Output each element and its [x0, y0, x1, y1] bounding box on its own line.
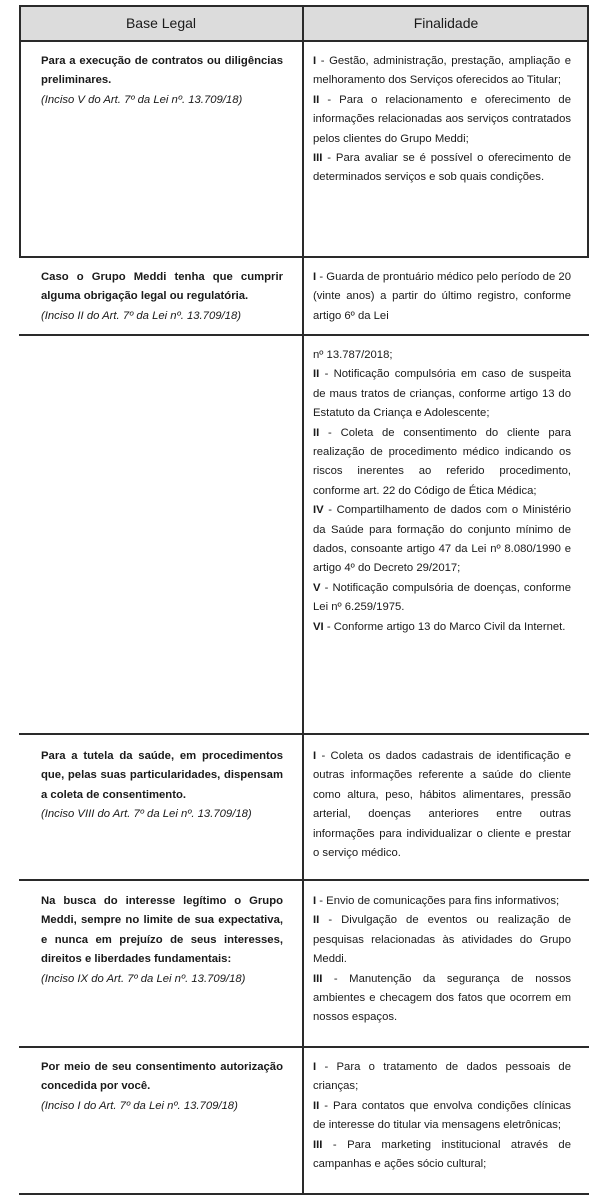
finalidade-item: VI - Conforme artigo 13 do Marco Civil da Internet. [313, 620, 566, 633]
row-5-base [41, 1058, 283, 1116]
row-2-finalidade [313, 268, 571, 326]
finalidade-item: II - Para o relacionamento e oferecimento de informações relacionadas aos serviços contratados pelos clientes do Grupo Meddi; [313, 93, 571, 145]
base-legal-text: Por meio de seu consentimento autorização concedida por você. [41, 1061, 283, 1093]
row-divider [19, 256, 589, 258]
table-bottom-border [19, 1193, 589, 1195]
law-citation: (Inciso II do Art. 7º da Lei nº. 13.709/18) [41, 309, 241, 322]
finalidade-item: III - Para avaliar se é possível o oferecimento de determinados serviços e sob quais condições. [313, 152, 571, 184]
finalidade-item: I - Guarda de prontuário médico pelo período de 20 (vinte anos) a partir do último registro, conforme artigo 6º da Lei [313, 271, 571, 322]
header-bottom-border [19, 40, 589, 42]
page-break-rule [19, 334, 589, 336]
row-4-finalidade [313, 892, 571, 1028]
row-3-base [41, 747, 283, 825]
finalidade-item: II - Para contatos que envolva condições clínicas de interesse do titular via mensagens eletrônicas; [313, 1099, 571, 1132]
finalidade-item: III - Para marketing institucional através de campanhas e ações sócio cultural; [313, 1138, 571, 1171]
row-5-finalidade [313, 1058, 571, 1174]
base-legal-text: Caso o Grupo Meddi tenha que cumprir alguma obrigação legal ou regulatória. [41, 271, 283, 303]
row-1-base [41, 52, 283, 110]
finalidade-item: I - Para o tratamento de dados pessoais de crianças; [313, 1061, 571, 1093]
finalidade-item: II - Coleta de consentimento do cliente para realização de procedimento médico indicando os riscos inerentes ao referido procedimento, conforme art. 22 do Código de Ética Médica; [313, 426, 571, 497]
header-finalidade: Finalidade [413, 15, 479, 31]
finalidade-item: I - Gestão, administração, prestação, ampliação e melhoramento dos Serviços oferecidos ao Titular; [313, 55, 571, 87]
row-2-finalidade-continued [313, 346, 571, 637]
row-divider [19, 733, 589, 735]
row-divider [19, 1046, 589, 1048]
base-legal-text: Na busca do interesse legítimo o Grupo Meddi, sempre no limite de sua expectativa, e nunca em prejuízo de seus interesses, direitos e liberdades fundamentais: [41, 895, 283, 966]
left-border [19, 5, 21, 257]
finalidade-item: II - Divulgação de eventos ou realização de pesquisas relacionadas às atividades do Grupo Meddi. [313, 914, 571, 966]
law-citation: (Inciso VIII do Art. 7º da Lei nº. 13.709/18) [41, 808, 252, 821]
finalidade-item: I - Envio de comunicações para fins informativos; [313, 895, 560, 907]
table-top-border [19, 5, 589, 7]
row-1-finalidade [313, 52, 571, 188]
row-4-base [41, 892, 283, 989]
header-base-legal: Base Legal [125, 15, 197, 31]
finalidade-item: III - Manutenção da segurança de nossos ambientes e checagem dos fatos que ocorrem em nossos espaços. [313, 972, 571, 1024]
row-divider [19, 879, 589, 881]
law-citation: (Inciso IX do Art. 7º da Lei nº. 13.709/18) [41, 972, 246, 985]
finalidade-item: IV - Compartilhamento de dados com o Ministério da Saúde para formação do conjunto mínimo de dados, consoante artigo 47 da Lei nº 8.080/1990 e artigo 4º do Decreto 29/2017; [313, 504, 571, 575]
column-divider [302, 5, 304, 1195]
law-citation: (Inciso I do Art. 7º da Lei nº. 13.709/18) [41, 1099, 238, 1112]
row-2-base [41, 268, 283, 326]
finalidade-item: V - Notificação compulsória de doenças, conforme Lei nº 6.259/1975. [313, 581, 571, 614]
row-3-finalidade [313, 747, 571, 863]
base-legal-text: Para a tutela da saúde, em procedimentos que, pelas suas particularidades, dispensam a coleta de consentimento. [41, 750, 283, 801]
law-citation: (Inciso V do Art. 7º da Lei nº. 13.709/18) [41, 93, 243, 106]
finalidade-item: nº 13.787/2018; [313, 349, 393, 361]
finalidade-item: II - Notificação compulsória em caso de suspeita de maus tratos de crianças, conforme artigo 13 do Estatuto da Criança e Adolescente; [313, 368, 571, 420]
finalidade-item: I - Coleta os dados cadastrais de identificação e outras informações referente a saúde do cliente como altura, peso, hábitos alimentares, pressão arterial, doenças anteriores entre outras informações para individualizar o cliente e prestar o serviço médico. [313, 750, 571, 860]
right-border [587, 5, 589, 257]
base-legal-text: Para a execução de contratos ou diligências preliminares. [41, 55, 283, 87]
